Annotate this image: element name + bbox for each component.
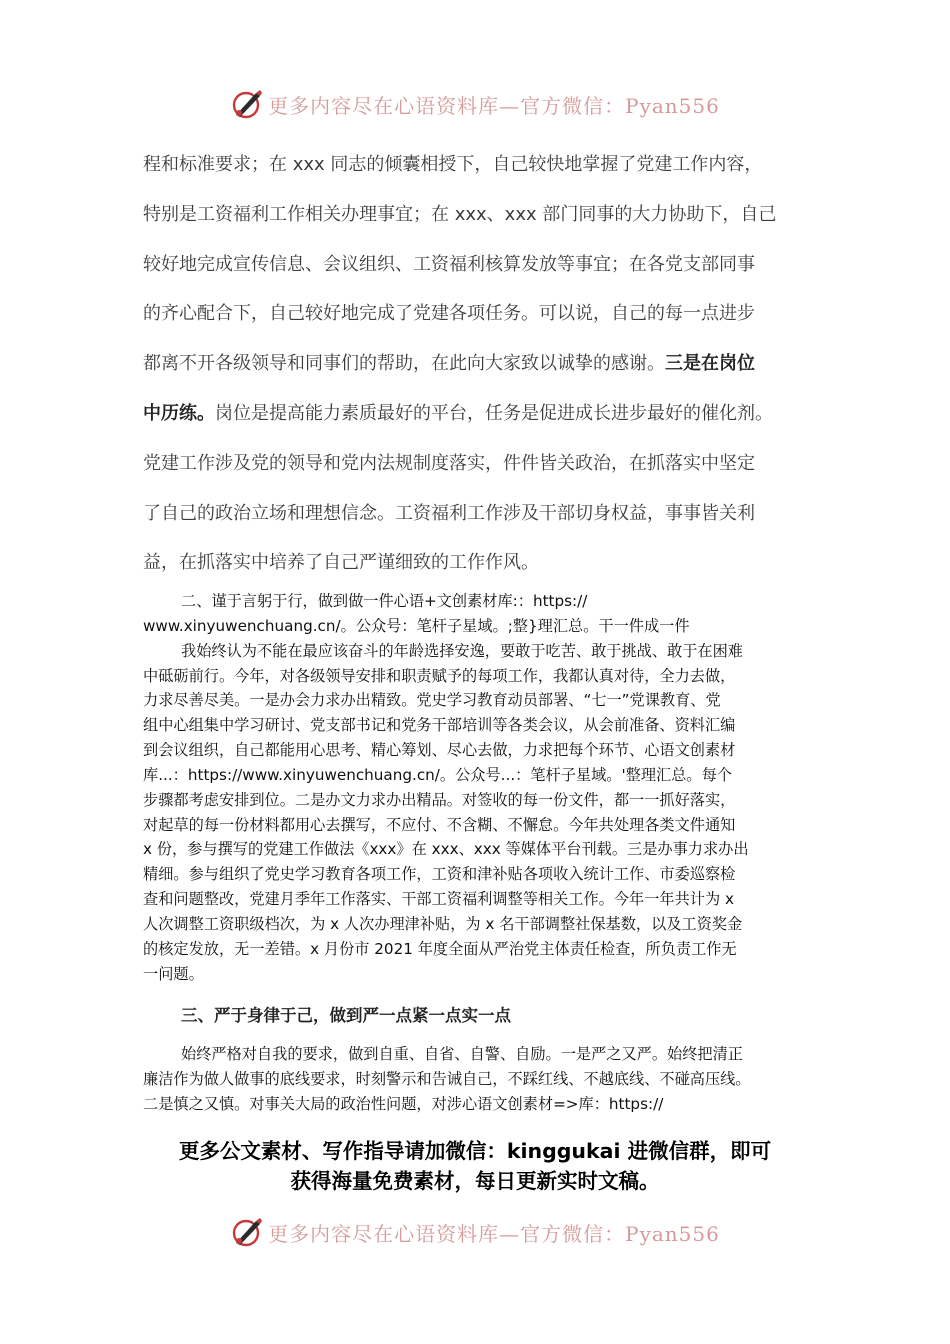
text-line: 的齐心配合下，自己较好地完成了党建各项任务。可以说，自己的每一点进步 [143,303,755,325]
bold-lead-phrase: 三是在岗位 [665,353,755,375]
section-3-heading: 三、严于身律于己，做到严一点紧一点实一点 [181,1006,511,1025]
text-line: 我始终认为不能在最应该奋斗的年龄选择安逸，要敢于吃苦、敢于挑战、敢于在困难 [181,641,743,660]
text-line: 的核定发放，无一差错。x 月份市 2021 年度全面从严治党主体责任检查，所负责工作无 [143,939,737,958]
bold-lead-phrase: 中历练。 [143,402,215,424]
text-line: 力求尽善尽美。一是办会力求办出精致。党史学习教育动员部署、“七一”党课教育、党 [143,691,721,710]
text-line: 组中心组集中学习研讨、党支部书记和党务干部培训等各类会议，从会前准备、资料汇编 [143,716,736,735]
text-line: x 份，参与撰写的党建工作做法《xxx》在 xxx、xxx 等媒体平台刊载。三是办事力求办出 [143,840,749,859]
text-line: 二是慎之又慎。对事关大局的政治性问题，对涉心语文创素材=>库：https:// [143,1094,664,1113]
text-line: 党建工作涉及党的领导和党内法规制度落实，件件皆关政治，在抓落实中坚定 [143,452,755,474]
section-2 [143,589,808,987]
text-span: 岗位是提高能力素质最好的平台，任务是促进成长进步最好的催化剂。 [215,402,773,424]
text-line: 始终严格对自我的要求，做到自重、自省、自警、自励。一是严之又严。始终把清正 [181,1045,743,1063]
text-line: 廉洁作为做人做事的底线要求，时刻警示和告诫自己，不踩红线、不越底线、不碰高压线。 [143,1069,751,1088]
brush-pen-logo-icon [230,1215,264,1249]
text-line: 较好地完成宣传信息、会议组织、工资福利核算发放等事宜；在各党支部同事 [143,253,755,275]
text-line: 步骤都考虑安排到位。二是办文力求办出精品。对签收的每一份文件，都一一抓好落实， [143,790,736,809]
text-line: 人次调整工资职级档次，为 x 人次办理津补贴，为 x 名干部调整社保基数，以及工资奖金 [143,914,743,933]
body-paragraph-large [143,140,803,588]
text-line: 到会议组织，自己都能用心思考、精心筹划、尽心去做，力求把每个环节、心语文创素材 [143,741,736,760]
banner-text: 更多内容尽在心语资料库—官方微信：Pyan556 [268,93,720,118]
text-line: 一问题。 [143,964,204,983]
text-line: 库...：https://www.xinyuwenchuang.cn/。公众号...：笔杆子星域。'整理汇总。每个 [143,765,732,784]
text-line: 益，在抓落实中培养了自己严谨细致的工作作风。 [143,552,539,574]
text-line: 了自己的政治立场和理想信念。工资福利工作涉及干部切身权益，事事皆关利 [143,502,755,524]
brush-pen-logo-icon [230,87,264,121]
promo-notice [0,1136,950,1196]
text-line: 查和问题整改，党建月季年工作落实、干部工资福利调整等相关工作。今年一年共计为 x [143,890,734,909]
text-line [143,339,803,389]
promo-line: 获得海量免费素材，每日更新实时文稿。 [290,1169,660,1193]
section-2-heading-line: 二、谨于言躬于行，做到做一件心语+文创素材库:：https:// [181,592,588,610]
text-line: 特别是工资福利工作相关办理事宜；在 xxx、xxx 部门同事的大力协助下，自己 [143,203,777,225]
text-line: 中砥砺前行。今年，对各级领导安排和职责赋予的每项工作，我都认真对待，全力去做， [143,666,736,685]
text-line: 精细。参与组织了党史学习教育各项工作，工资和津补贴各项收入统计工作、市委巡察检 [143,865,736,884]
text-line: www.xinyuwenchuang.cn/。公众号：笔杆子星域。;整}理汇总。干一件成一件 [143,616,690,635]
header-banner [0,84,950,124]
promo-line: 更多公文素材、写作指导请加微信：kinggukai 进微信群，即可 [178,1139,772,1163]
text-line: 程和标准要求；在 xxx 同志的倾囊相授下，自己较快地掌握了党建工作内容， [143,154,763,175]
footer-banner [0,1212,950,1252]
banner-text: 更多内容尽在心语资料库—官方微信：Pyan556 [268,1221,720,1246]
section-3 [143,1042,808,1117]
text-line [143,389,803,439]
text-line: 对起草的每一份材料都用心去撰写，不应付、不含糊、不懈怠。今年共处理各类文件通知 [143,815,736,834]
text-span: 都离不开各级领导和同事们的帮助，在此向大家致以诚挚的感谢。 [143,353,665,375]
